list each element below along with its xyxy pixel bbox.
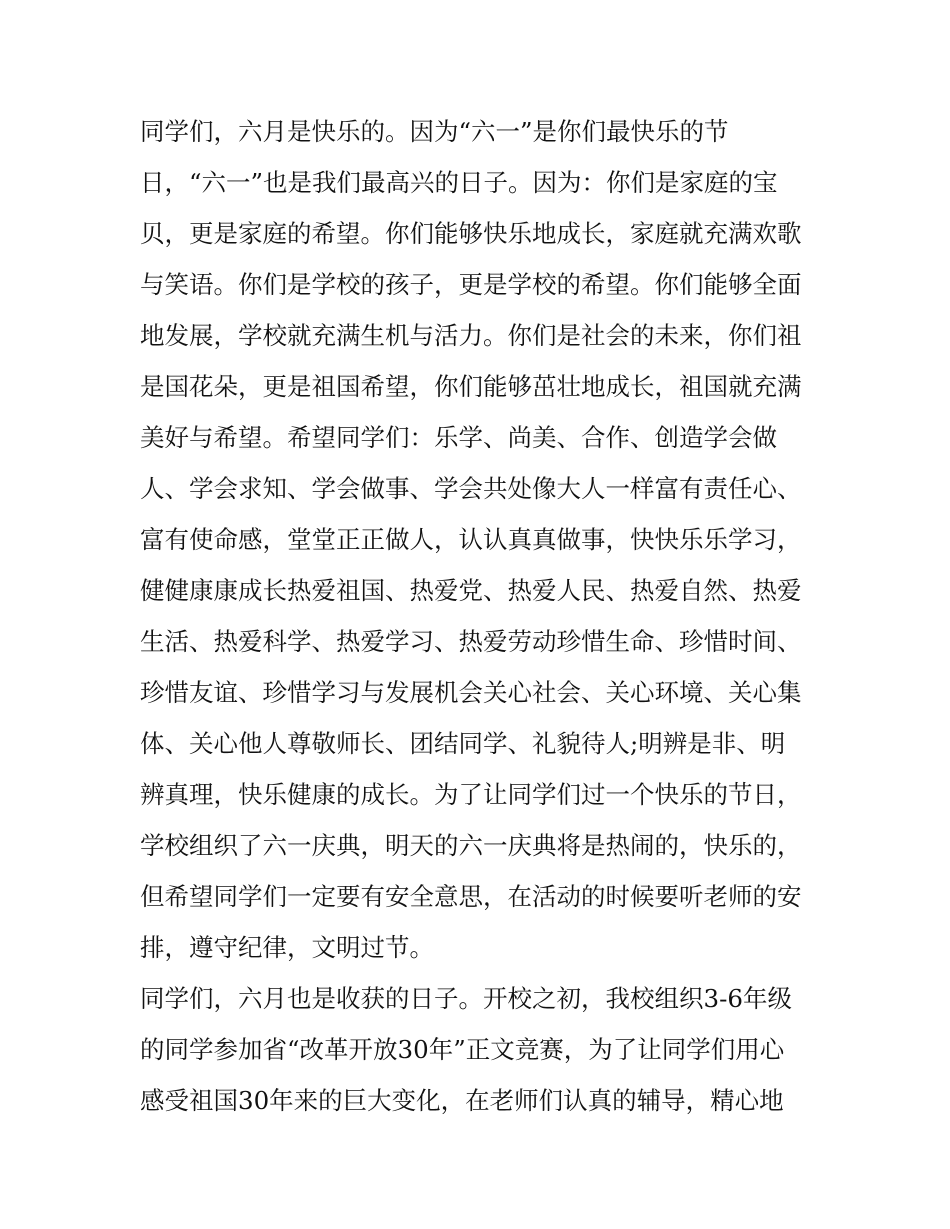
text-line: 人、学会求知、学会做事、学会共处像大人一样富有责任心、	[140, 474, 802, 503]
text-line: 健健康康成长热爱祖国、热爱党、热爱人民、热爱自然、热爱	[140, 576, 802, 605]
text-line: 美好与希望。希望同学们：乐学、尚美、合作、创造学会做	[140, 423, 777, 452]
body-text	[140, 106, 820, 1126]
text-line: 生活、热爱科学、热爱学习、热爱劳动珍惜生命、珍惜时间、	[140, 627, 802, 656]
text-line: 同学们，六月是快乐的。因为“六一”是你们最快乐的节	[140, 117, 729, 146]
text-line: 是国花朵，更是祖国希望，你们能够茁壮地成长，祖国就充满	[140, 372, 802, 401]
text-line: 但希望同学们一定要有安全意思，在活动的时候要听老师的安	[140, 882, 802, 911]
text-line: 同学们，六月也是收获的日子。开校之初，我校组织3-6年级	[140, 984, 792, 1013]
text-line: 排，遵守纪律，文明过节。	[140, 933, 434, 962]
text-line: 地发展，学校就充满生机与活力。你们是社会的未来，你们祖	[140, 321, 802, 350]
text-line: 体、关心他人尊敬师长、团结同学、礼貌待人;明辨是非、明	[140, 729, 786, 758]
text-line: 富有使命感，堂堂正正做人，认认真真做事，快快乐乐学习，	[140, 525, 802, 554]
text-line: 珍惜友谊、珍惜学习与发展机会关心社会、关心环境、关心集	[140, 678, 802, 707]
text-line: 贝，更是家庭的希望。你们能够快乐地成长，家庭就充满欢歌	[140, 219, 802, 248]
text-line: 日，“六一”也是我们最高兴的日子。因为：你们是家庭的宝	[140, 168, 778, 197]
text-line: 感受祖国30年来的巨大变化，在老师们认真的辅导，精心地	[140, 1086, 784, 1115]
text-line: 的同学参加省“改革开放30年”正文竞赛，为了让同学们用心	[140, 1035, 785, 1064]
text-line: 学校组织了六一庆典，明天的六一庆典将是热闹的，快乐的，	[140, 831, 802, 860]
text-line: 与笑语。你们是学校的孩子，更是学校的希望。你们能够全面	[140, 270, 802, 299]
text-line: 辨真理，快乐健康的成长。为了让同学们过一个快乐的节日，	[140, 780, 802, 809]
